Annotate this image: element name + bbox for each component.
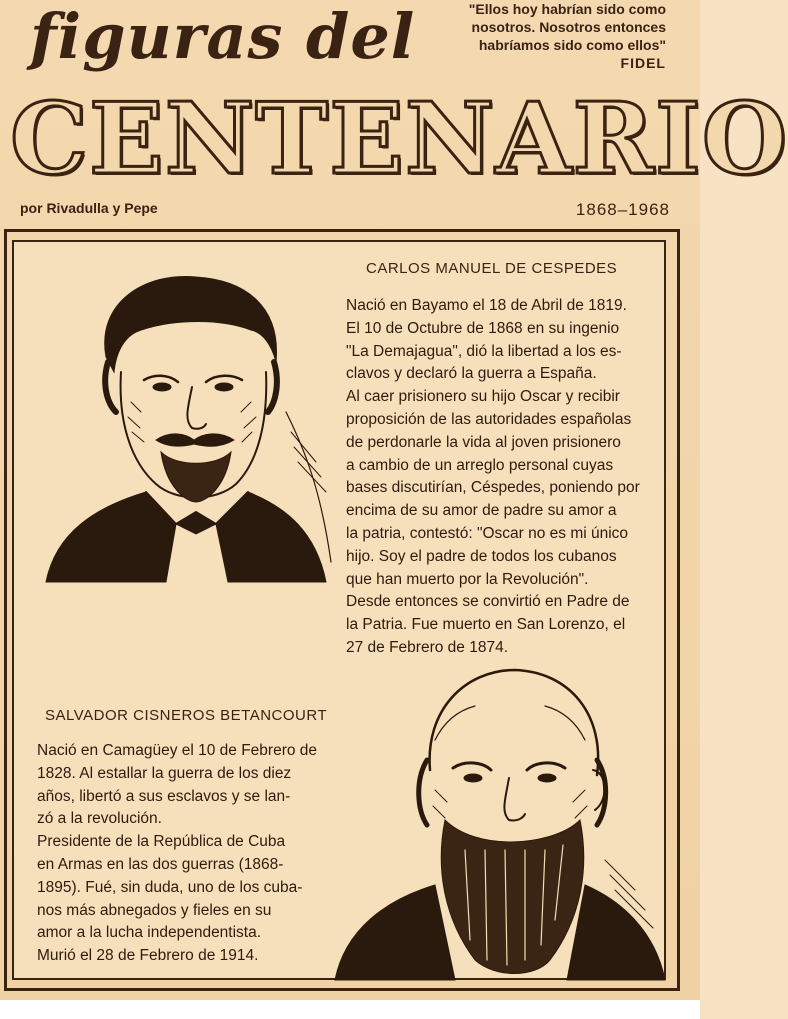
article-body	[37, 740, 317, 968]
quote-line: habríamos sido como ellos"	[478, 37, 666, 53]
body-line: que han muerto por la Revolución".	[346, 570, 589, 588]
body-line: Nació en Bayamo el 18 de Abril de 1819.	[346, 297, 627, 314]
article-body	[346, 295, 640, 660]
body-line: de perdonarle la vida al joven prisionero	[346, 433, 621, 451]
body-line: nos más abnegados y fieles en su	[37, 901, 272, 919]
body-line: proposición de las autoridades españolas	[346, 410, 632, 428]
body-line: clavos y declaró la guerra a España.	[346, 365, 597, 383]
body-line: zó a la revolución.	[37, 810, 162, 828]
article-heading: SALVADOR CISNEROS BETANCOURT	[45, 707, 328, 724]
body-line: Al caer prisionero su hijo Oscar y recibir	[346, 388, 620, 406]
body-line: 27 de Febrero de 1874.	[346, 638, 509, 656]
body-line: bases discutirían, Céspedes, poniendo por	[346, 479, 640, 497]
body-line: 1828. Al estallar la guerra de los diez	[37, 764, 292, 782]
body-line: la Patria. Fue muerto en San Lorenzo, el	[346, 616, 626, 634]
portrait-cisneros	[335, 660, 665, 980]
body-line: Nació en Camagüey el 10 de Febrero de	[37, 742, 318, 759]
body-line: 1895). Fué, sin duda, uno de los cuba-	[37, 878, 303, 896]
years: 1868–1968	[575, 200, 670, 219]
body-line: encima de su amor de padre su amor a	[346, 502, 617, 520]
body-line: Murió el 28 de Febrero de 1914.	[37, 947, 259, 965]
scan-margin	[0, 1000, 700, 1019]
body-line: "La Demajagua", dió la libertad a los es-	[346, 342, 622, 360]
quote-line: nosotros. Nosotros entonces	[471, 19, 666, 35]
quote-block	[416, 0, 666, 72]
body-line: El 10 de Octubre de 1868 en su ingenio	[346, 319, 620, 337]
body-line: en Armas en las dos guerras (1868-	[37, 855, 284, 873]
quote-line: "Ellos hoy habrían sido como	[468, 1, 666, 17]
body-line: la patria, contestó: "Oscar no es mi único	[346, 524, 629, 542]
article-heading: CARLOS MANUEL DE CESPEDES	[366, 260, 618, 277]
title-main: CENTENARIO	[10, 82, 788, 197]
byline: por Rivadulla y Pepe	[20, 200, 158, 216]
body-line: amor a la lucha independentista.	[37, 924, 262, 942]
body-line: Desde entonces se convirtió en Padre de	[346, 593, 630, 611]
body-line: años, libertó a sus esclavos y se lan-	[37, 787, 291, 805]
quote-author: FIDEL	[620, 55, 666, 71]
body-line: Presidente de la República de Cuba	[37, 833, 286, 851]
body-line: a cambio de un arreglo personal cuyas	[346, 456, 614, 474]
title-script: figuras del	[30, 0, 416, 73]
portrait-cespedes	[36, 262, 336, 592]
body-line: hijo. Soy el padre de todos los cubanos	[346, 547, 617, 565]
